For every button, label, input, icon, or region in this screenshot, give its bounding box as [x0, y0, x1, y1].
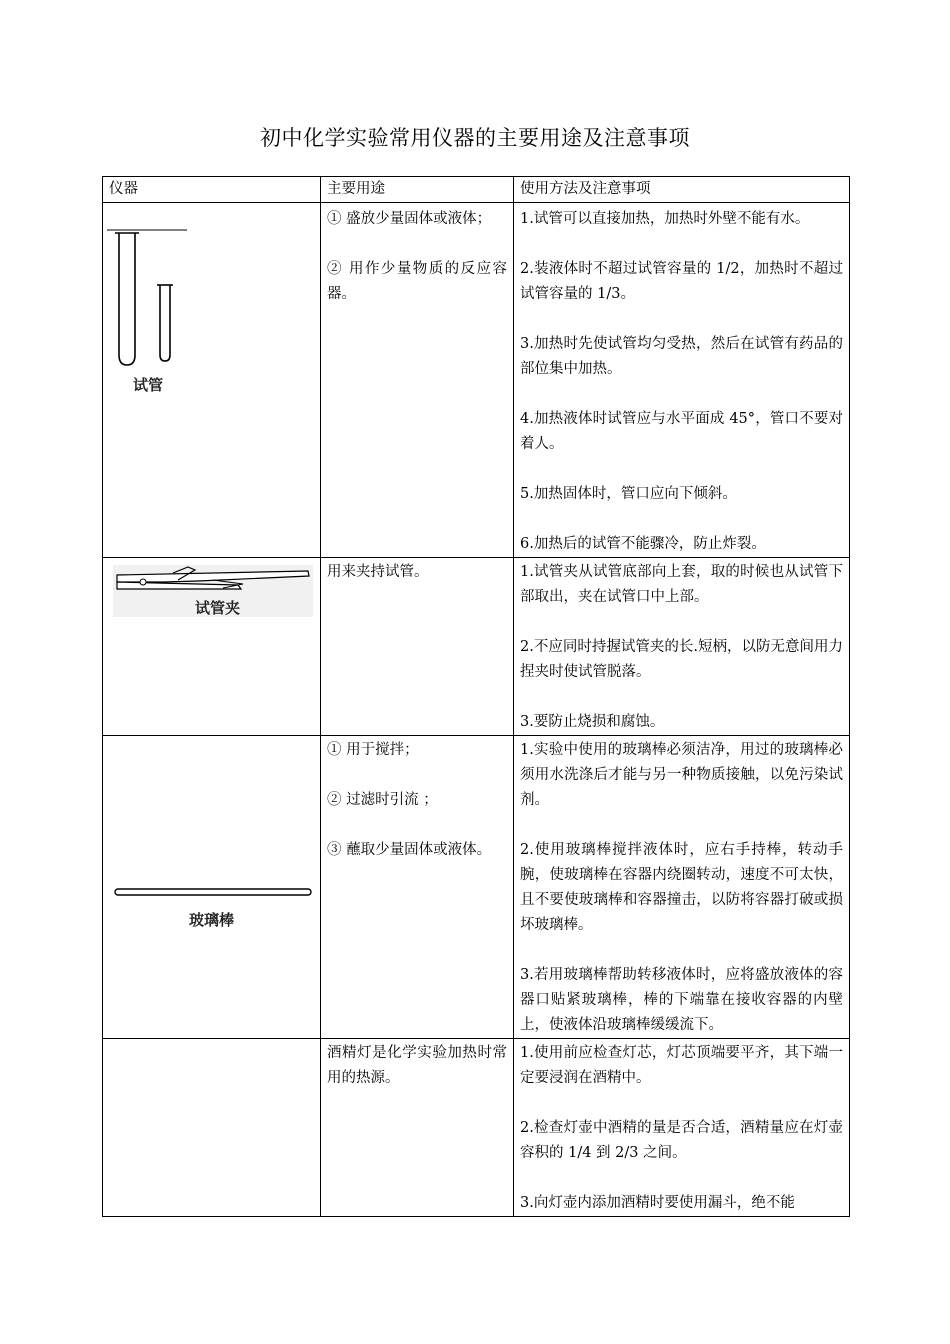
header-instrument: 仪器 [103, 177, 321, 203]
uses-cell [321, 558, 514, 736]
table-row [103, 1039, 850, 1217]
note-item: 1.试管夹从试管底部向上套，取的时候也从试管下部取出，夹在试管口中上部。 [520, 564, 843, 605]
note-item: 3.要防止烧损和腐蚀。 [520, 714, 665, 730]
note-item: 3.向灯壶内添加酒精时要使用漏斗，绝不能 [520, 1195, 795, 1211]
test-tube-caption: 试管 [133, 376, 164, 394]
note-item: 1.使用前应检查灯芯，灯芯顶端要平齐，其下端一定要浸润在酒精中。 [520, 1045, 843, 1086]
notes-cell [514, 1039, 850, 1217]
note-item: 2.装液体时不超过试管容量的 1/2，加热时不超过试管容量的 1/3。 [520, 261, 843, 302]
test-tube-holder-illustration [103, 558, 321, 735]
header-uses: 主要用途 [321, 177, 514, 203]
table-row [103, 558, 850, 736]
use-item: ③ 蘸取少量固体或液体。 [327, 842, 492, 858]
table-row [103, 736, 850, 1039]
test-tube-holder-caption: 试管夹 [195, 599, 241, 617]
note-item: 5.加热固体时，管口应向下倾斜。 [520, 486, 737, 502]
uses-cell [321, 203, 514, 558]
use-item: ② 用作少量物质的反应容器。 [327, 261, 507, 302]
note-item: 2.使用玻璃棒搅拌液体时，应右手持棒，转动手腕，使玻璃棒在容器内绕圈转动，速度不可太快，且不要使玻璃棒和容器撞击，以防将容器打破或损坏玻璃棒。 [520, 842, 843, 933]
use-item: ① 盛放少量固体或液体； [327, 211, 492, 227]
use-item: 用来夹持试管。 [327, 564, 429, 580]
note-item: 4.加热液体时试管应与水平面成 45°，管口不要对着人。 [520, 411, 843, 452]
glass-rod-caption: 玻璃棒 [189, 911, 235, 929]
instrument-image-cell [103, 736, 321, 1039]
document-title: 初中化学实验常用仪器的主要用途及注意事项 [260, 126, 690, 150]
note-item: 6.加热后的试管不能骤冷，防止炸裂。 [520, 536, 766, 552]
use-item: 酒精灯是化学实验加热时常用的热源。 [327, 1045, 507, 1086]
note-item: 1.试管可以直接加热，加热时外壁不能有水。 [520, 211, 810, 227]
note-item: 3.加热时先使试管均匀受热，然后在试管有药品的部位集中加热。 [520, 336, 843, 377]
instrument-table [102, 176, 850, 1217]
notes-cell [514, 203, 850, 558]
note-item: 2.不应同时持握试管夹的长.短柄，以防无意间用力捏夹时使试管脱落。 [520, 639, 843, 680]
table-row [103, 203, 850, 558]
glass-rod-illustration [103, 736, 321, 1033]
use-item: ① 用于搅拌； [327, 742, 419, 758]
use-item: ② 过滤时引流 ； [327, 792, 438, 808]
notes-cell [514, 736, 850, 1039]
note-item: 1.实验中使用的玻璃棒必须洁净，用过的玻璃棒必须用水洗涤后才能与另一种物质接触，以免污染试剂。 [520, 742, 843, 808]
instrument-image-cell [103, 558, 321, 736]
uses-cell [321, 736, 514, 1039]
notes-cell [514, 558, 850, 736]
instrument-image-cell [103, 1039, 321, 1217]
instrument-image-cell [103, 203, 321, 558]
uses-cell [321, 1039, 514, 1217]
table-header-row [103, 177, 850, 203]
header-notes: 使用方法及注意事项 [514, 177, 850, 203]
note-item: 2.检查灯壶中酒精的量是否合适，酒精量应在灯壶容积的 1/4 到 2/3 之间。 [520, 1120, 843, 1161]
note-item: 3.若用玻璃棒帮助转移液体时，应将盛放液体的容器口贴紧玻璃棒，棒的下端靠在接收容器的内壁上，使液体沿玻璃棒缓缓流下。 [520, 967, 843, 1033]
